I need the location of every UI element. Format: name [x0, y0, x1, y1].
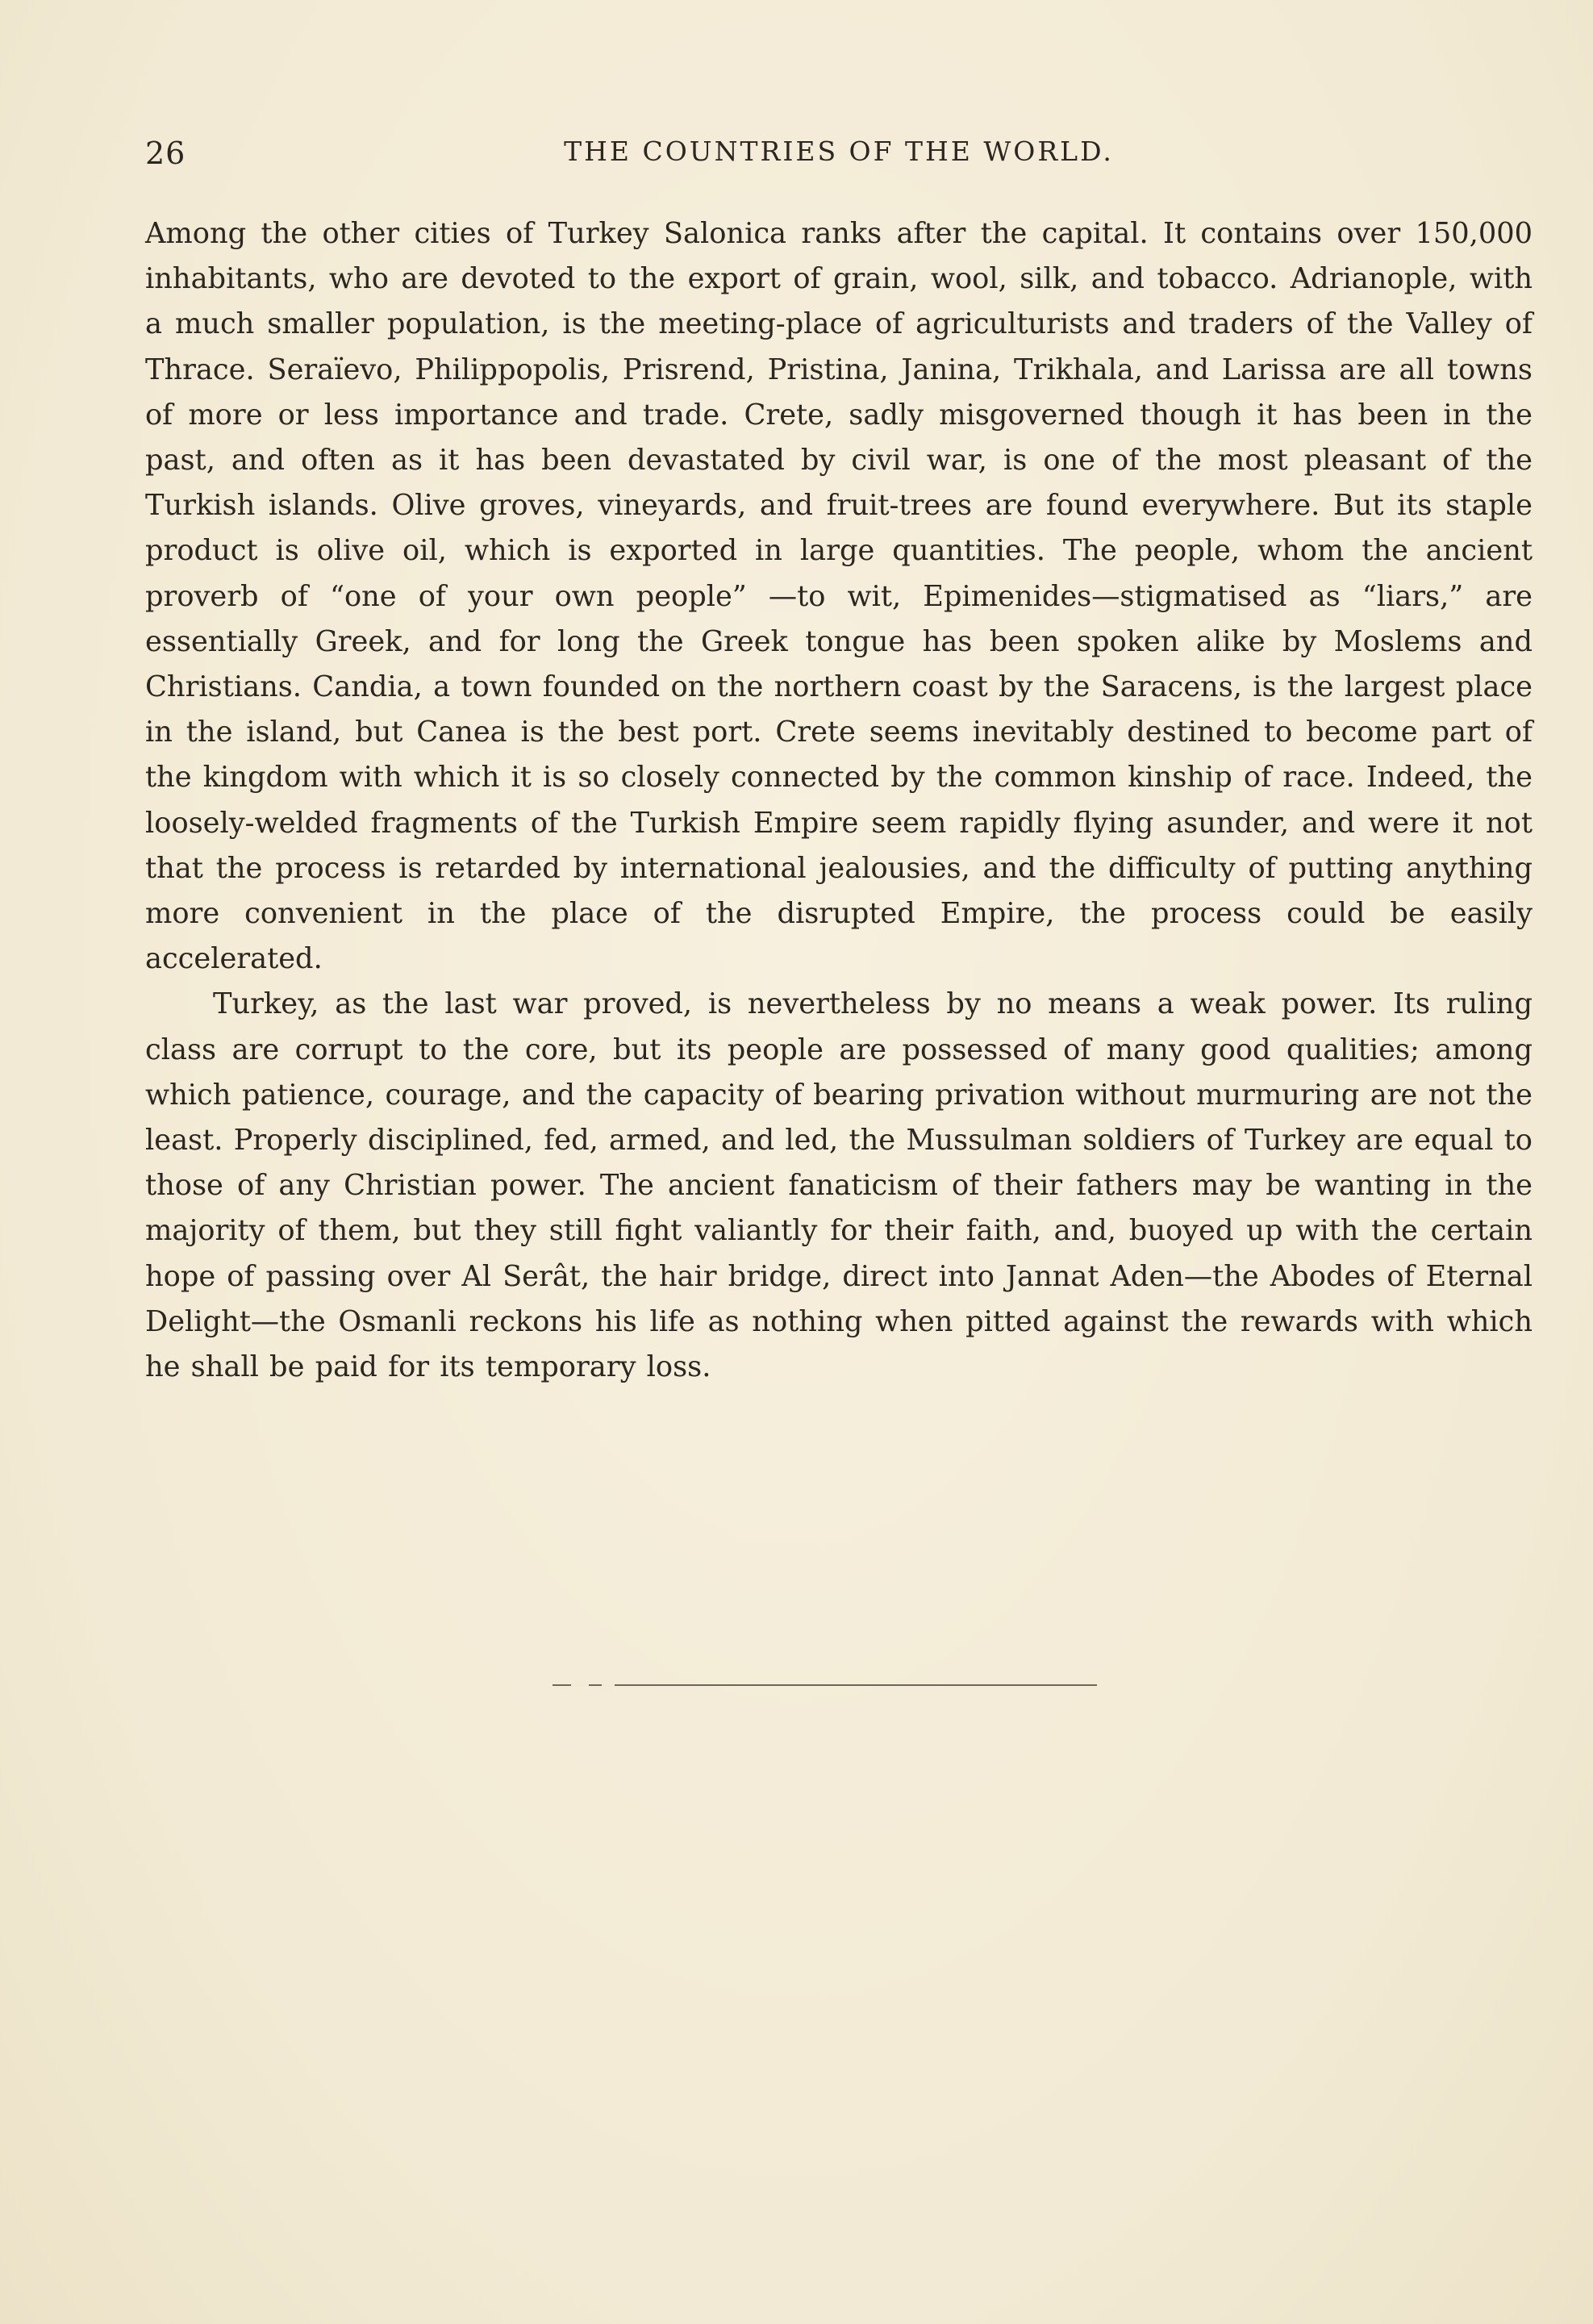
chapter-end-rule	[553, 1684, 1097, 1686]
paragraph-turkish-power: Turkey, as the last war proved, is nevertheless by no means a weak power. Its ruling class are corrupt to the core, but its people are possessed of many good qualities; among which patience, courage, and the capacity of bearing privation without murmuring are not the least. Properly disciplined, fed, armed, and led, the Mussulman soldiers of Turkey are equal to those of any Christian power. The ancient fanaticism of their fathers may be wanting in the majority of them, but they still fight valiantly for their faith, and, buoyed up with the certain hope of passing over Al Serât, the hair bridge, direct into Jannat Aden—the Abodes of Eternal Delight—the Osmanli reckons his life as nothing when pitted against the rewards with which he shall be paid for its temporary loss.	[145, 987, 1533, 1384]
paragraph-cities-of-turkey: Among the other cities of Turkey Salonica ranks after the capital. It contains over 150,000 inhabitants, who are devoted to the export of grain, wool, silk, and tobacco. Adrianople, with a much smaller population, is the meeting-place of agriculturists and traders of the Valley of Thrace. Seraïevo, Philippopolis, Prisrend, Pristina, Janina, Trikhala, and Larissa are all towns of more or less importance and trade. Crete, sadly misgoverned though it has been in the past, and often as it has been devastated by civil war, is one of the most pleasant of the Turkish islands. Olive groves, vineyards, and fruit-trees are found everywhere. But its staple product is olive oil, which is exported in large quantities. The people, whom the ancient proverb of “one of your own people” —to wit, Epimenides—stigmatised as “liars,” are essentially Greek, and for long the Greek tongue has been spoken alike by Moslems and Christians. Candia, a town founded on the northern coast by the Saracens, is the largest place in the island, but Canea is the best port. Crete seems inevitably destined to become part of the kingdom with which it is so closely connected by the common kinship of race. Indeed, the loosely-welded fragments of the Turkish Empire seem rapidly flying asunder, and were it not that the process is retarded by international jealousies, and the difficulty of putting anything more convenient in the place of the disrupted Empire, the process could be easily accelerated.	[145, 217, 1533, 976]
rule-break	[602, 1684, 615, 1687]
body-text	[145, 211, 1533, 1390]
running-head-title: THE COUNTRIES OF THE WORLD.	[564, 136, 1114, 167]
rule-break	[571, 1684, 589, 1687]
running-head	[145, 136, 1533, 176]
page-number: 26	[145, 136, 186, 171]
